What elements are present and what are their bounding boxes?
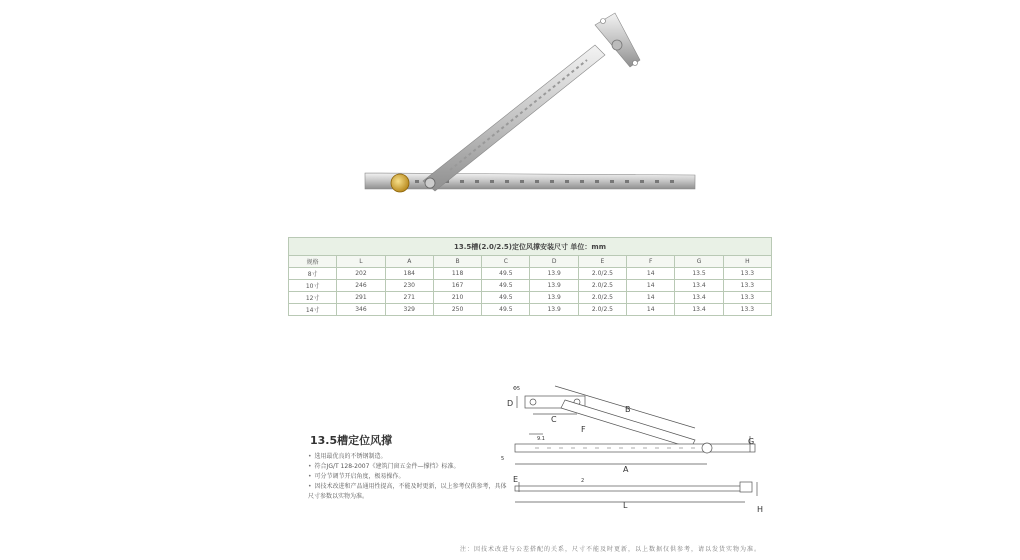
table-cell: 13.4: [675, 280, 723, 292]
table-row: [289, 292, 772, 304]
list-item: • 可分节调节开启角度，极易操作。: [308, 472, 508, 482]
table-cell: 13.3: [723, 292, 771, 304]
table-cell: 13.3: [723, 304, 771, 316]
table-cell: 14: [627, 292, 675, 304]
table-cell: 10寸: [289, 280, 337, 292]
spec-table: [288, 237, 772, 316]
header-cell: E: [578, 256, 626, 268]
table-cell: 13.5: [675, 268, 723, 280]
table-cell: 184: [385, 268, 433, 280]
label-f: F: [581, 425, 586, 434]
list-item: • 选用最优良的不锈钢制造。: [308, 452, 508, 462]
list-item: • 符合JG/T 128-2007《建筑门窗五金件—撑挡》标准。: [308, 462, 508, 472]
table-cell: 49.5: [482, 304, 530, 316]
product-title: 13.5槽定位风撑: [310, 434, 393, 447]
header-cell: F: [627, 256, 675, 268]
table-cell: 13.9: [530, 280, 578, 292]
label-l: L: [623, 501, 628, 510]
header-cell: H: [723, 256, 771, 268]
table-cell: 118: [433, 268, 481, 280]
label-e: E: [513, 475, 519, 484]
table-cell: 167: [433, 280, 481, 292]
header-cell: 规格: [289, 256, 337, 268]
table-row: [289, 280, 772, 292]
table-cell: 230: [385, 280, 433, 292]
table-cell: 13.4: [675, 292, 723, 304]
table-cell: 210: [433, 292, 481, 304]
label-phi5: Φ5: [513, 386, 521, 392]
table-cell: 49.5: [482, 292, 530, 304]
header-cell: C: [482, 256, 530, 268]
label-b: B: [625, 405, 631, 414]
label-a: A: [623, 465, 629, 474]
dimension-diagram: [495, 378, 775, 518]
label-dim-2: 2: [581, 478, 585, 484]
header-cell: A: [385, 256, 433, 268]
table-cell: 8寸: [289, 268, 337, 280]
table-cell: 13.4: [675, 304, 723, 316]
label-g: G: [748, 437, 755, 446]
footnote: 注：因技术改进与公差搭配的关系，尺寸不能及时更新，以上数据仅供参考，请以发货实物为准。: [460, 546, 762, 553]
table-cell: 14: [627, 304, 675, 316]
table-cell: 13.9: [530, 304, 578, 316]
table-cell: 49.5: [482, 280, 530, 292]
label-c: C: [551, 415, 557, 424]
table-cell: 2.0/2.5: [578, 268, 626, 280]
table-cell: 291: [337, 292, 385, 304]
table-cell: 13.3: [723, 280, 771, 292]
table-cell: 13.9: [530, 268, 578, 280]
header-cell: B: [433, 256, 481, 268]
table-cell: 13.9: [530, 292, 578, 304]
table-cell: 14: [627, 280, 675, 292]
label-d: D: [507, 399, 514, 408]
table-cell: 202: [337, 268, 385, 280]
table-header-row: [289, 256, 772, 268]
table-cell: 346: [337, 304, 385, 316]
table-cell: 2.0/2.5: [578, 280, 626, 292]
table-cell: 246: [337, 280, 385, 292]
header-cell: D: [530, 256, 578, 268]
table-cell: 14寸: [289, 304, 337, 316]
header-cell: L: [337, 256, 385, 268]
label-dim-9-1: 9.1: [537, 436, 545, 442]
table-caption: 13.5槽(2.0/2.5)定位风撑安装尺寸 单位：mm: [289, 238, 772, 256]
table-cell: 271: [385, 292, 433, 304]
table-row: [289, 304, 772, 316]
header-cell: G: [675, 256, 723, 268]
table-cell: 49.5: [482, 268, 530, 280]
table-cell: 329: [385, 304, 433, 316]
label-dim-5: 5: [501, 456, 505, 462]
list-item: • 因技术改进和产品通用性提高，不能及时更新，以上参考仅供参考，具体尺寸参数以实物为准。: [308, 482, 508, 502]
table-cell: 13.3: [723, 268, 771, 280]
table-cell: 2.0/2.5: [578, 304, 626, 316]
table-cell: 2.0/2.5: [578, 292, 626, 304]
table-cell: 14: [627, 268, 675, 280]
feature-list: [308, 452, 508, 502]
label-h: H: [757, 505, 764, 514]
table-row: [289, 268, 772, 280]
table-cell: 250: [433, 304, 481, 316]
product-photo: [355, 5, 700, 205]
table-cell: 12寸: [289, 292, 337, 304]
